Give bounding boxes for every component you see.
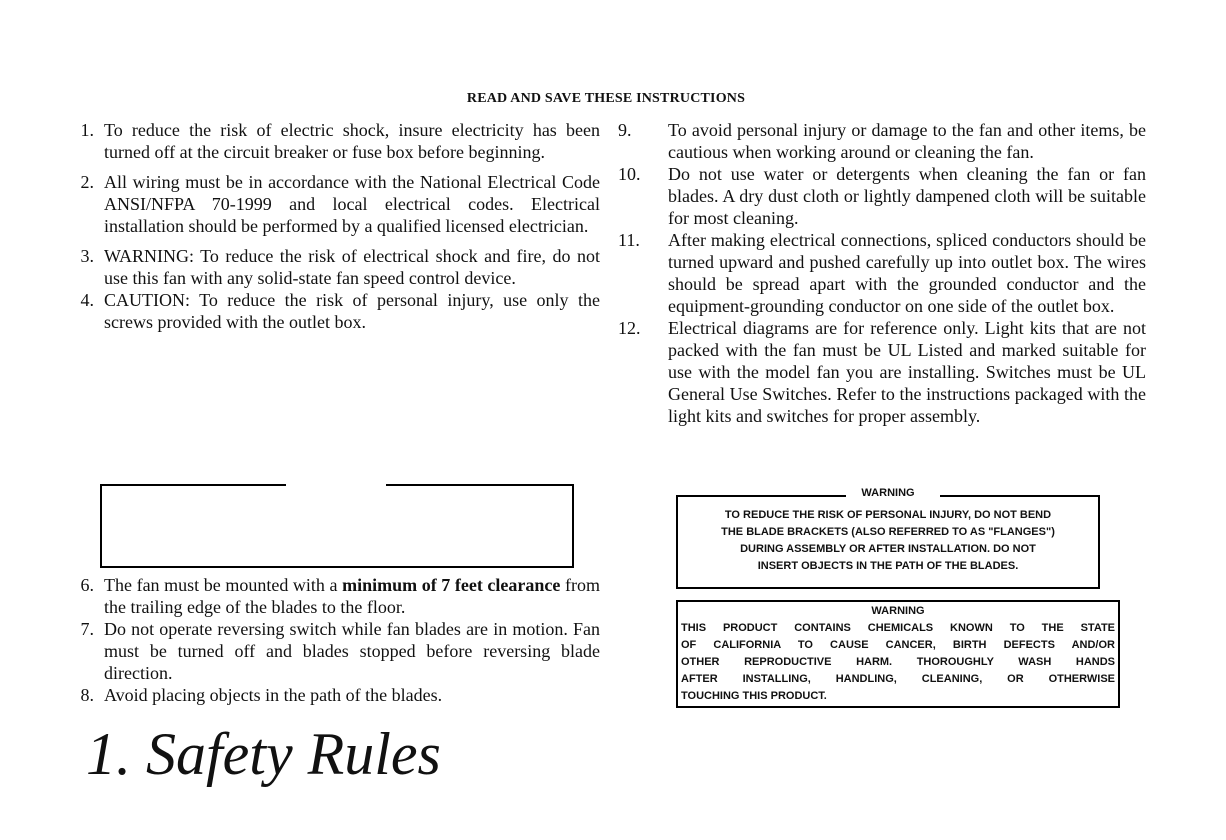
warning-line: DURING ASSEMBLY OR AFTER INSTALLATION. DO NOT xyxy=(740,543,1036,555)
box-top-left-rule xyxy=(102,484,286,486)
list-item xyxy=(74,618,600,684)
item-text: Do not operate reversing switch while fan blades are in motion. Fan must be turned off and blades stopped before reversing blade direction. xyxy=(104,619,600,683)
item-text xyxy=(74,574,600,618)
item-number: 12. xyxy=(618,318,641,338)
warning-body xyxy=(682,507,1094,575)
list-item xyxy=(74,289,600,333)
blank-notice-box xyxy=(100,484,574,568)
list-item xyxy=(74,119,600,163)
warning-line: THE BLADE BRACKETS (ALSO REFERRED TO AS "FLANGES") xyxy=(721,526,1055,538)
item-text: Do not use water or detergents when cleaning the fan or fan blades. A dry dust cloth or lightly dampened cloth will be suitable for most cleaning. xyxy=(668,164,1146,228)
item-number: 11. xyxy=(618,230,640,250)
list-item xyxy=(74,684,600,706)
warning-line: INSERT OBJECTS IN THE PATH OF THE BLADES. xyxy=(757,560,1019,572)
list-item xyxy=(618,229,1146,317)
box-top-right-rule xyxy=(386,484,572,486)
item-text: Electrical diagrams are for reference only. Light kits that are not packed with the fan must be UL Listed and marked suitable for use with the model fan you are installing. Switches must be UL General Use Switches. Refer to the instructions packaged with the light kits and switches for proper assembly. xyxy=(668,318,1146,426)
warning-line: TO REDUCE THE RISK OF PERSONAL INJURY, DO NOT BEND xyxy=(724,509,1052,521)
right-column xyxy=(618,119,1146,427)
list-item xyxy=(618,163,1146,229)
warning-title: WARNING xyxy=(861,487,915,499)
warning-line: AFTER INSTALLING, HANDLING, CLEANING, OR OTHERWISE xyxy=(681,673,1115,685)
item-text-post: from the trailing edge of the blades to the floor. xyxy=(104,575,600,617)
left-column-lower xyxy=(74,574,600,706)
item-text: Avoid placing objects in the path of the blades. xyxy=(104,685,443,705)
list-item xyxy=(618,119,1146,163)
list-item xyxy=(74,245,600,289)
prop65-warning xyxy=(676,600,1120,708)
item-number: 8. xyxy=(80,685,94,705)
item-number: 1. xyxy=(80,120,94,140)
item-text-bold: minimum of 7 feet clearance xyxy=(342,575,561,595)
item-number: 3. xyxy=(80,246,94,266)
page-heading: READ AND SAVE THESE INSTRUCTIONS xyxy=(466,91,746,106)
item-number: 6. xyxy=(80,575,94,595)
item-text-pre: The fan must be mounted with a xyxy=(104,575,343,595)
item-text: To avoid personal injury or damage to the fan and other items, be cautious when working around or cleaning the fan. xyxy=(668,120,1146,162)
warning-title: WARNING xyxy=(871,605,925,617)
warning-line: OTHER REPRODUCTIVE HARM. THOROUGHLY WASH HANDS xyxy=(681,656,1115,668)
warning-body xyxy=(678,620,1118,705)
list-item xyxy=(74,171,600,237)
list-item xyxy=(74,574,600,618)
blade-bracket-warning xyxy=(676,487,1100,589)
item-number: 7. xyxy=(80,619,94,639)
item-text: To reduce the risk of electric shock, insure electricity has been turned off at the circuit breaker or fuse box before beginning. xyxy=(104,120,600,162)
item-number: 2. xyxy=(80,172,94,192)
item-text: WARNING: To reduce the risk of electrical shock and fire, do not use this fan with any solid-state fan speed control device. xyxy=(104,246,600,288)
warning-line: THIS PRODUCT CONTAINS CHEMICALS KNOWN TO THE STATE xyxy=(681,622,1115,634)
item-text: CAUTION: To reduce the risk of personal injury, use only the screws provided with the outlet box. xyxy=(104,290,600,332)
item-number: 4. xyxy=(80,290,94,310)
section-title: 1. Safety Rules xyxy=(86,721,441,787)
list-item xyxy=(618,317,1146,427)
left-column xyxy=(74,119,600,333)
item-number: 9. xyxy=(618,120,632,140)
warning-line: OF CALIFORNIA TO CAUSE CANCER, BIRTH DEFECTS AND/OR xyxy=(681,639,1115,651)
item-text: After making electrical connections, spliced conductors should be turned upward and pushed carefully up into outlet box. The wires should be spread apart with the grounded conductor and the equipment-grounding conductor on one side of the outlet box. xyxy=(668,230,1146,316)
item-number: 10. xyxy=(618,164,641,184)
warning-line: TOUCHING THIS PRODUCT. xyxy=(681,690,827,702)
item-text: All wiring must be in accordance with the National Electrical Code ANSI/NFPA 70-1999 and local electrical codes. Electrical installation should be performed by a qualified licensed electrician. xyxy=(104,172,600,236)
